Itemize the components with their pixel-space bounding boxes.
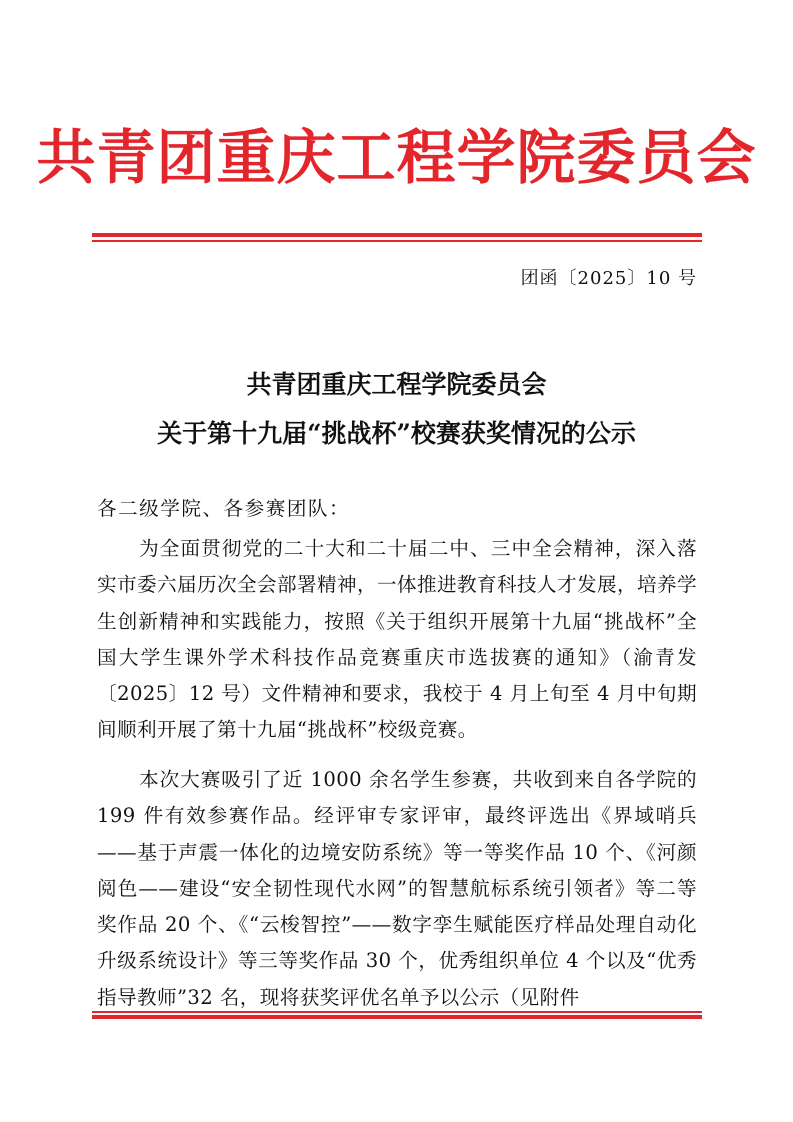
document-title-line-1: 共青团重庆工程学院委员会 [246,370,547,399]
body-paragraph-1: 为全面贯彻党的二十大和二十届二中、三中全会精神，深入落实市委六届历次全会部署精神，一体推进教育科技人才发展，培养学生创新精神和实践能力，按照《关于组织开展第十九届“挑战杯”全国大学生课外学术科技作品竞赛重庆市选拔赛的通知》（渝青发〔2025〕12 号）文件精神和要求，我校于 4 月上旬至 4 月中旬期间顺利开展了第十九届“挑战杯”校级竞赛。 [97,537,697,742]
red-header-title: 共青团重庆工程学院委员会 [36,123,757,192]
document-number: 团函〔2025〕10 号 [520,268,697,289]
salutation: 各二级学院、各参赛团队： [97,497,351,520]
header-rule-thick [92,233,702,237]
body-paragraph-2: 本次大赛吸引了近 1000 余名学生参赛，共收到来自各学院的 199 件有效参赛作品。经评审专家评审，最终评选出《界域哨兵——基于声震一体化的边境安防系统》等一等奖作品 10 个、《河颜阅色——建设“安全韧性现代水网”的智慧航标系统引领者》等二等奖作品 20 个、《“云梭智控”——数字孪生赋能医疗样品处理自动化升级系统设计》等三等奖作品 30 个，优秀组织单位 4 个以及“优秀指导教师”32 名，现将获奖评优名单予以公示（见附件 [97,768,697,1009]
footer-rule-thin [92,1011,702,1013]
document-title-line-2: 关于第十九届“挑战杯”校赛获奖情况的公示 [157,419,636,448]
header-rule-thin [92,240,702,242]
footer-rule-thick [92,1015,702,1019]
